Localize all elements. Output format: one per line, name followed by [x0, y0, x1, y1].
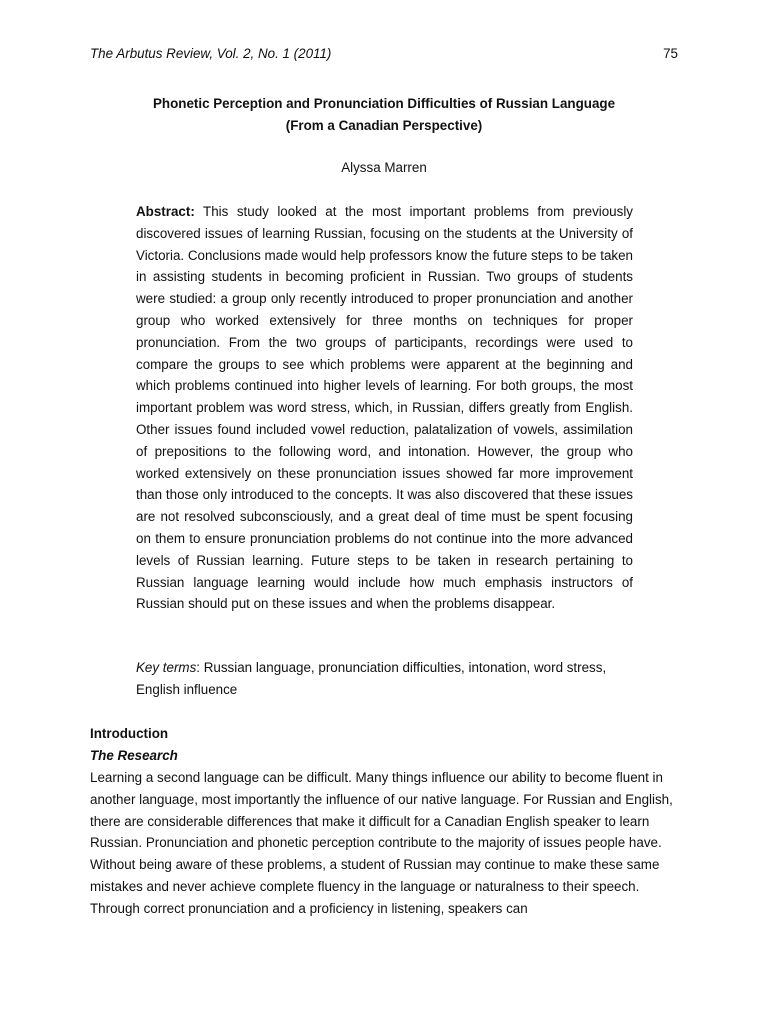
author-name: Alyssa Marren: [341, 160, 427, 175]
key-terms-label: Key terms: [136, 660, 197, 675]
journal-citation: The Arbutus Review, Vol. 2, No. 1 (2011): [90, 46, 332, 61]
abstract-label: Abstract:: [136, 204, 195, 219]
abstract-text: This study looked at the most important problems from previously discovered issues of learning Russian, focusing on the students at the University of Victoria. Conclusions made would help professors know the future steps to be taken in assisting students in becoming proficient in Russian. Two groups of students were studied: a group only recently introduced to proper pronunciation and another group who worked extensively for three months on techniques for proper pronunciation. From the two groups of participants, recordings were used to compare the groups to see which problems were apparent at the beginning and which problems continued into higher levels of learning. For both groups, the most important problem was word stress, which, in Russian, differs greatly from English. Other issues found included vowel reduction, palatalization of vowels, assimilation of prepositions to the following word, and intonation. However, the group who worked extensively on these pronunciation issues showed far more improvement than those only introduced to the concepts. It was also discovered that these issues are not resolved subconsciously, and a great deal of time must be spent focusing on them to ensure pronunciation problems do not continue into the more advanced levels of Russian learning. Future steps to be taken in research pertaining to Russian language learning would include how much emphasis instructors of Russian should put on these issues and when the problems disappear.: [136, 204, 633, 612]
subsection-heading-the-research: The Research: [90, 748, 178, 763]
section-heading-introduction: Introduction: [90, 726, 169, 741]
introduction-paragraph: Learning a second language can be difficult. Many things influence our ability to become fluent in another language, most importantly the influence of our native language. For Russian and English, there are considerable differences that make it difficult for a Canadian English speaker to learn Russian. Pronunciation and phonetic perception contribute to the majority of issues people have. Without being aware of these problems, a student of Russian may continue to make these same mistakes and never achieve complete fluency in the language or naturalness to their speech. Through correct pronunciation and a proficiency in listening, speakers can: [90, 770, 673, 916]
abstract: [136, 201, 633, 615]
running-header: [90, 46, 678, 66]
page-number: 75: [663, 46, 678, 61]
key-terms: [136, 657, 633, 701]
paper-title: [90, 93, 678, 137]
key-terms-text: : Russian language, pronunciation difficulties, intonation, word stress, English influence: [136, 660, 607, 697]
title-line-1: Phonetic Perception and Pronunciation Difficulties of Russian Language: [152, 96, 616, 111]
title-line-2: (From a Canadian Perspective): [285, 118, 483, 133]
